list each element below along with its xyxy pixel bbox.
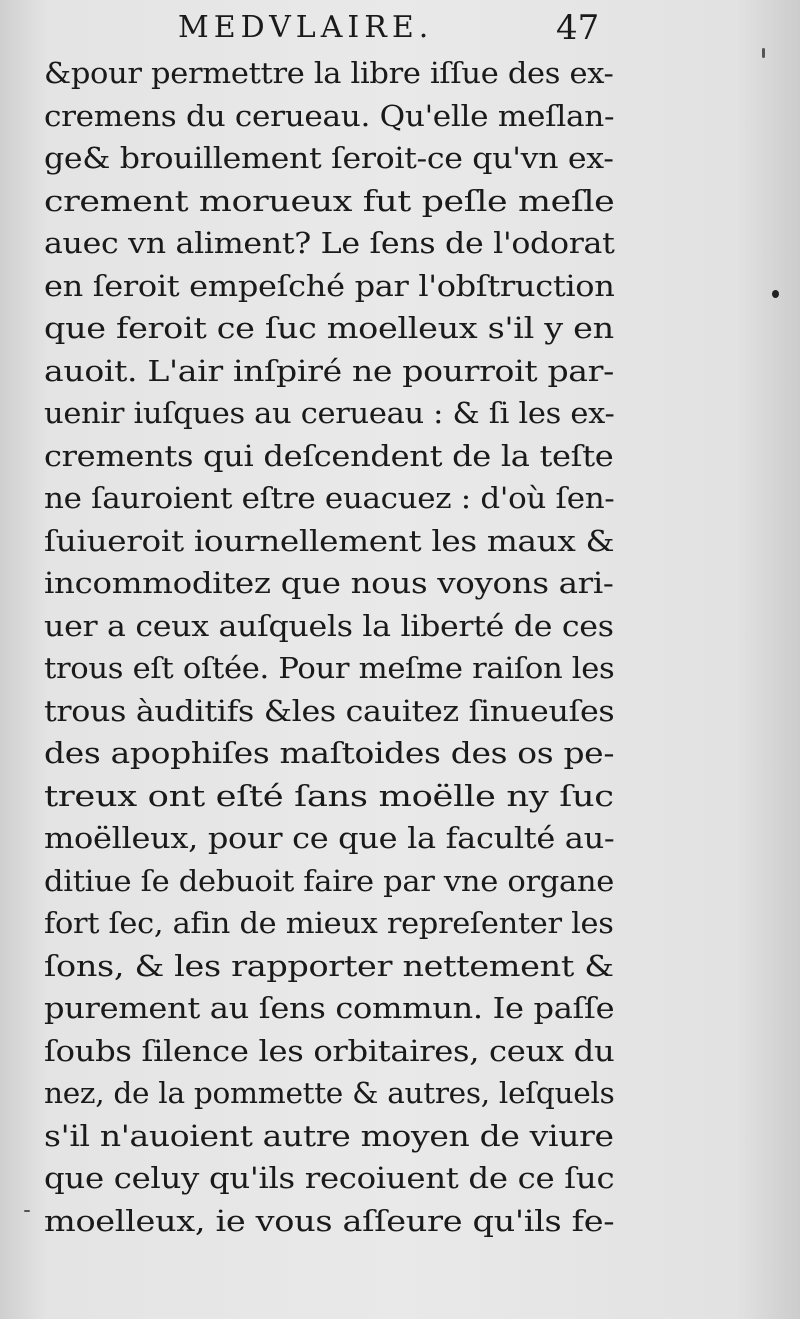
text-line: crements qui deſcendent de la teſte xyxy=(44,438,614,473)
text-line: treux ont eſté ſans moëlle ny ſuc xyxy=(44,778,614,813)
text-line: ſons, & les rapporter nettement & xyxy=(44,948,614,983)
text-line: cremens du cerueau. Qu'elle meſlan- xyxy=(44,98,615,133)
text-line: que celuy qu'ils recoiuent de ce ſuc xyxy=(44,1161,615,1195)
ink-speck xyxy=(772,290,779,298)
text-line: ditiue ſe debuoit faire par vne organe xyxy=(44,863,615,898)
text-line: s'il n'auoient autre moyen de viure xyxy=(44,1118,614,1153)
page-number: 47 xyxy=(556,8,600,48)
text-line: purement au ſens commun. Ie paſſe xyxy=(44,991,615,1025)
text-line: crement morueux fut peſle meſle xyxy=(44,183,615,218)
text-line: uer a ceux auſquels la liberté de ces xyxy=(44,608,614,643)
text-line: trous àuditifs &les cauitez ſinueuſes xyxy=(44,693,615,728)
text-line: uenir iuſques au cerueau : & ſi les ex- xyxy=(44,396,615,430)
text-line: moëlleux, pour ce que la faculté au- xyxy=(44,821,615,855)
text-line: auec vn aliment? Le ſens de l'odorat xyxy=(44,226,615,260)
text-line: trous eſt oſtée. Pour meſme raiſon les xyxy=(44,651,615,685)
text-line: moelleux, ie vous aſſeure qu'ils fe- xyxy=(44,1203,615,1238)
running-head-title: MEDVLAIRE. xyxy=(178,10,434,45)
text-line: ne ſauroient eſtre euacuez : d'où ſen- xyxy=(44,481,615,515)
text-line: incommoditez que nous voyons ari- xyxy=(44,566,614,600)
ink-speck xyxy=(762,48,765,58)
text-line: auoit. L'air inſpiré ne pourroit par- xyxy=(44,353,614,388)
body-text xyxy=(44,52,614,1242)
ink-speck xyxy=(24,1210,30,1212)
text-line: des apophiſes maſtoides des os pe- xyxy=(44,736,615,770)
text-line: que feroit ce ſuc moelleux s'il y en xyxy=(44,311,614,345)
text-line: fort ſec, afin de mieux repreſenter les xyxy=(44,906,614,940)
running-head xyxy=(0,6,800,54)
text-line: ge& brouillement ſeroit-ce qu'vn ex- xyxy=(44,141,614,175)
text-line: ſoubs ſilence les orbitaires, ceux du xyxy=(44,1033,615,1068)
text-line: &pour permettre la libre iſſue des ex- xyxy=(44,56,614,90)
text-line: ſuiueroit iournellement les maux & xyxy=(44,523,615,558)
text-line: en ſeroit empeſché par l'obſtruction xyxy=(44,268,615,303)
text-line: nez, de la pommette & autres, leſquels xyxy=(44,1076,615,1110)
